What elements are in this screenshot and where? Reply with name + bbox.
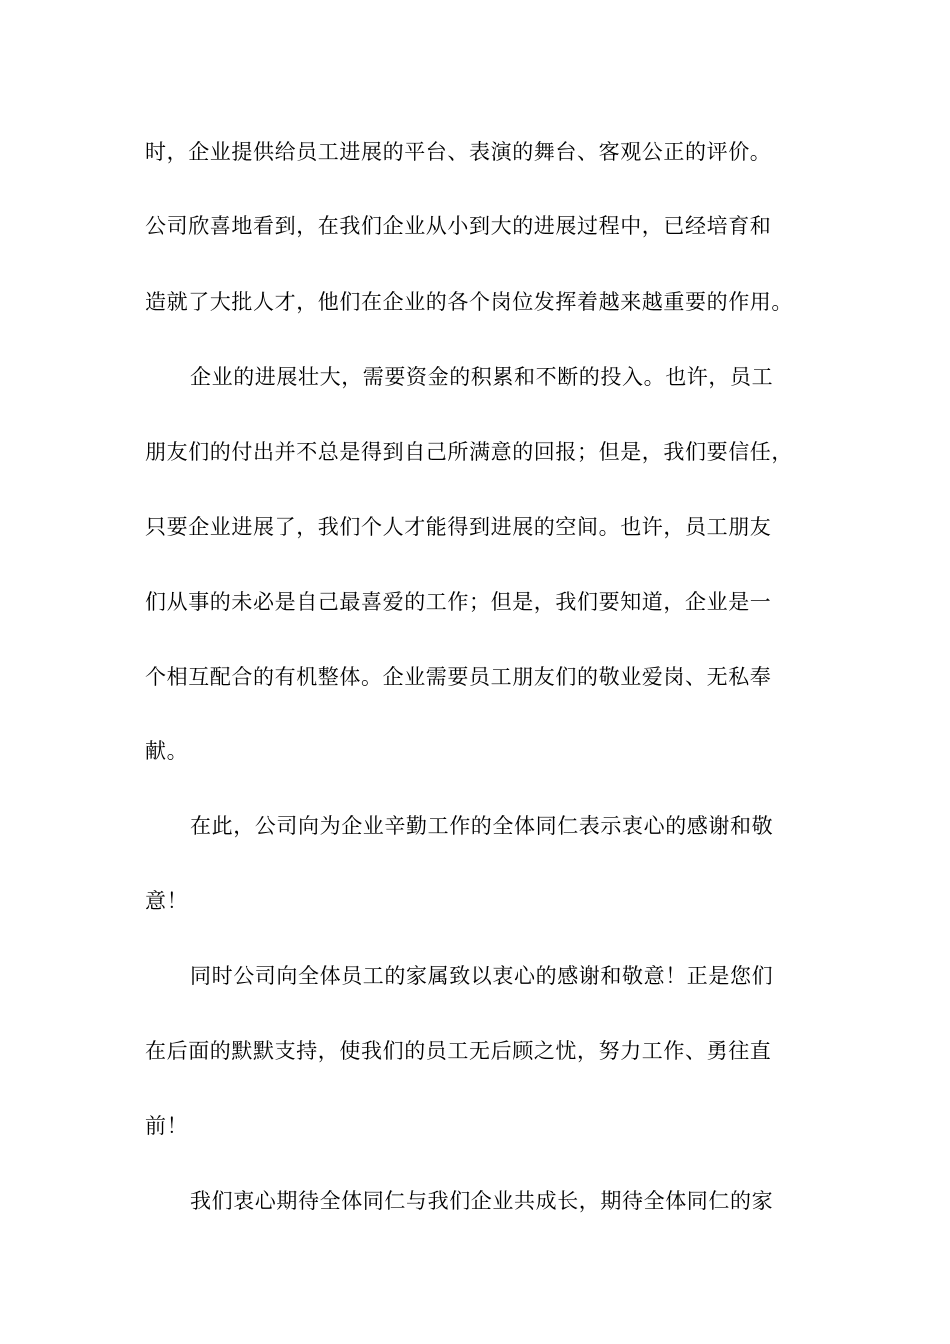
text-line: 朋友们的付出并不总是得到自己所满意的回报；但是，我们要信任， [145,440,793,464]
text-line: 在后面的默默支持，使我们的员工无后顾之忧，努力工作、勇往直 [145,1039,772,1063]
text-line: 前！ [145,1114,189,1138]
paragraph-first-line: 我们衷心期待全体同仁与我们企业共成长，期待全体同仁的家 [190,1189,774,1213]
text-line: 造就了大批人才，他们在企业的各个岗位发挥着越来越重要的作用。 [145,290,793,314]
text-line: 个相互配合的有机整体。企业需要员工朋友们的敬业爱岗、无私奉 [145,665,772,689]
text-line: 只要企业进展了，我们个人才能得到进展的空间。也许，员工朋友 [145,515,772,539]
paragraph-first-line: 企业的进展壮大，需要资金的积累和不断的投入。也许，员工 [190,365,774,389]
paragraph-first-line: 在此，公司向为企业辛勤工作的全体同仁表示衷心的感谢和敬 [190,814,774,838]
text-line: 意！ [145,889,189,913]
text-line: 们从事的未必是自己最喜爱的工作；但是，我们要知道，企业是一 [145,590,772,614]
text-line: 公司欣喜地看到，在我们企业从小到大的进展过程中，已经培育和 [145,214,772,238]
paragraph-first-line: 同时公司向全体员工的家属致以衷心的感谢和敬意！正是您们 [190,964,774,988]
text-line: 献。 [145,739,189,763]
text-line: 时，企业提供给员工进展的平台、表演的舞台、客观公正的评价。 [145,140,772,164]
